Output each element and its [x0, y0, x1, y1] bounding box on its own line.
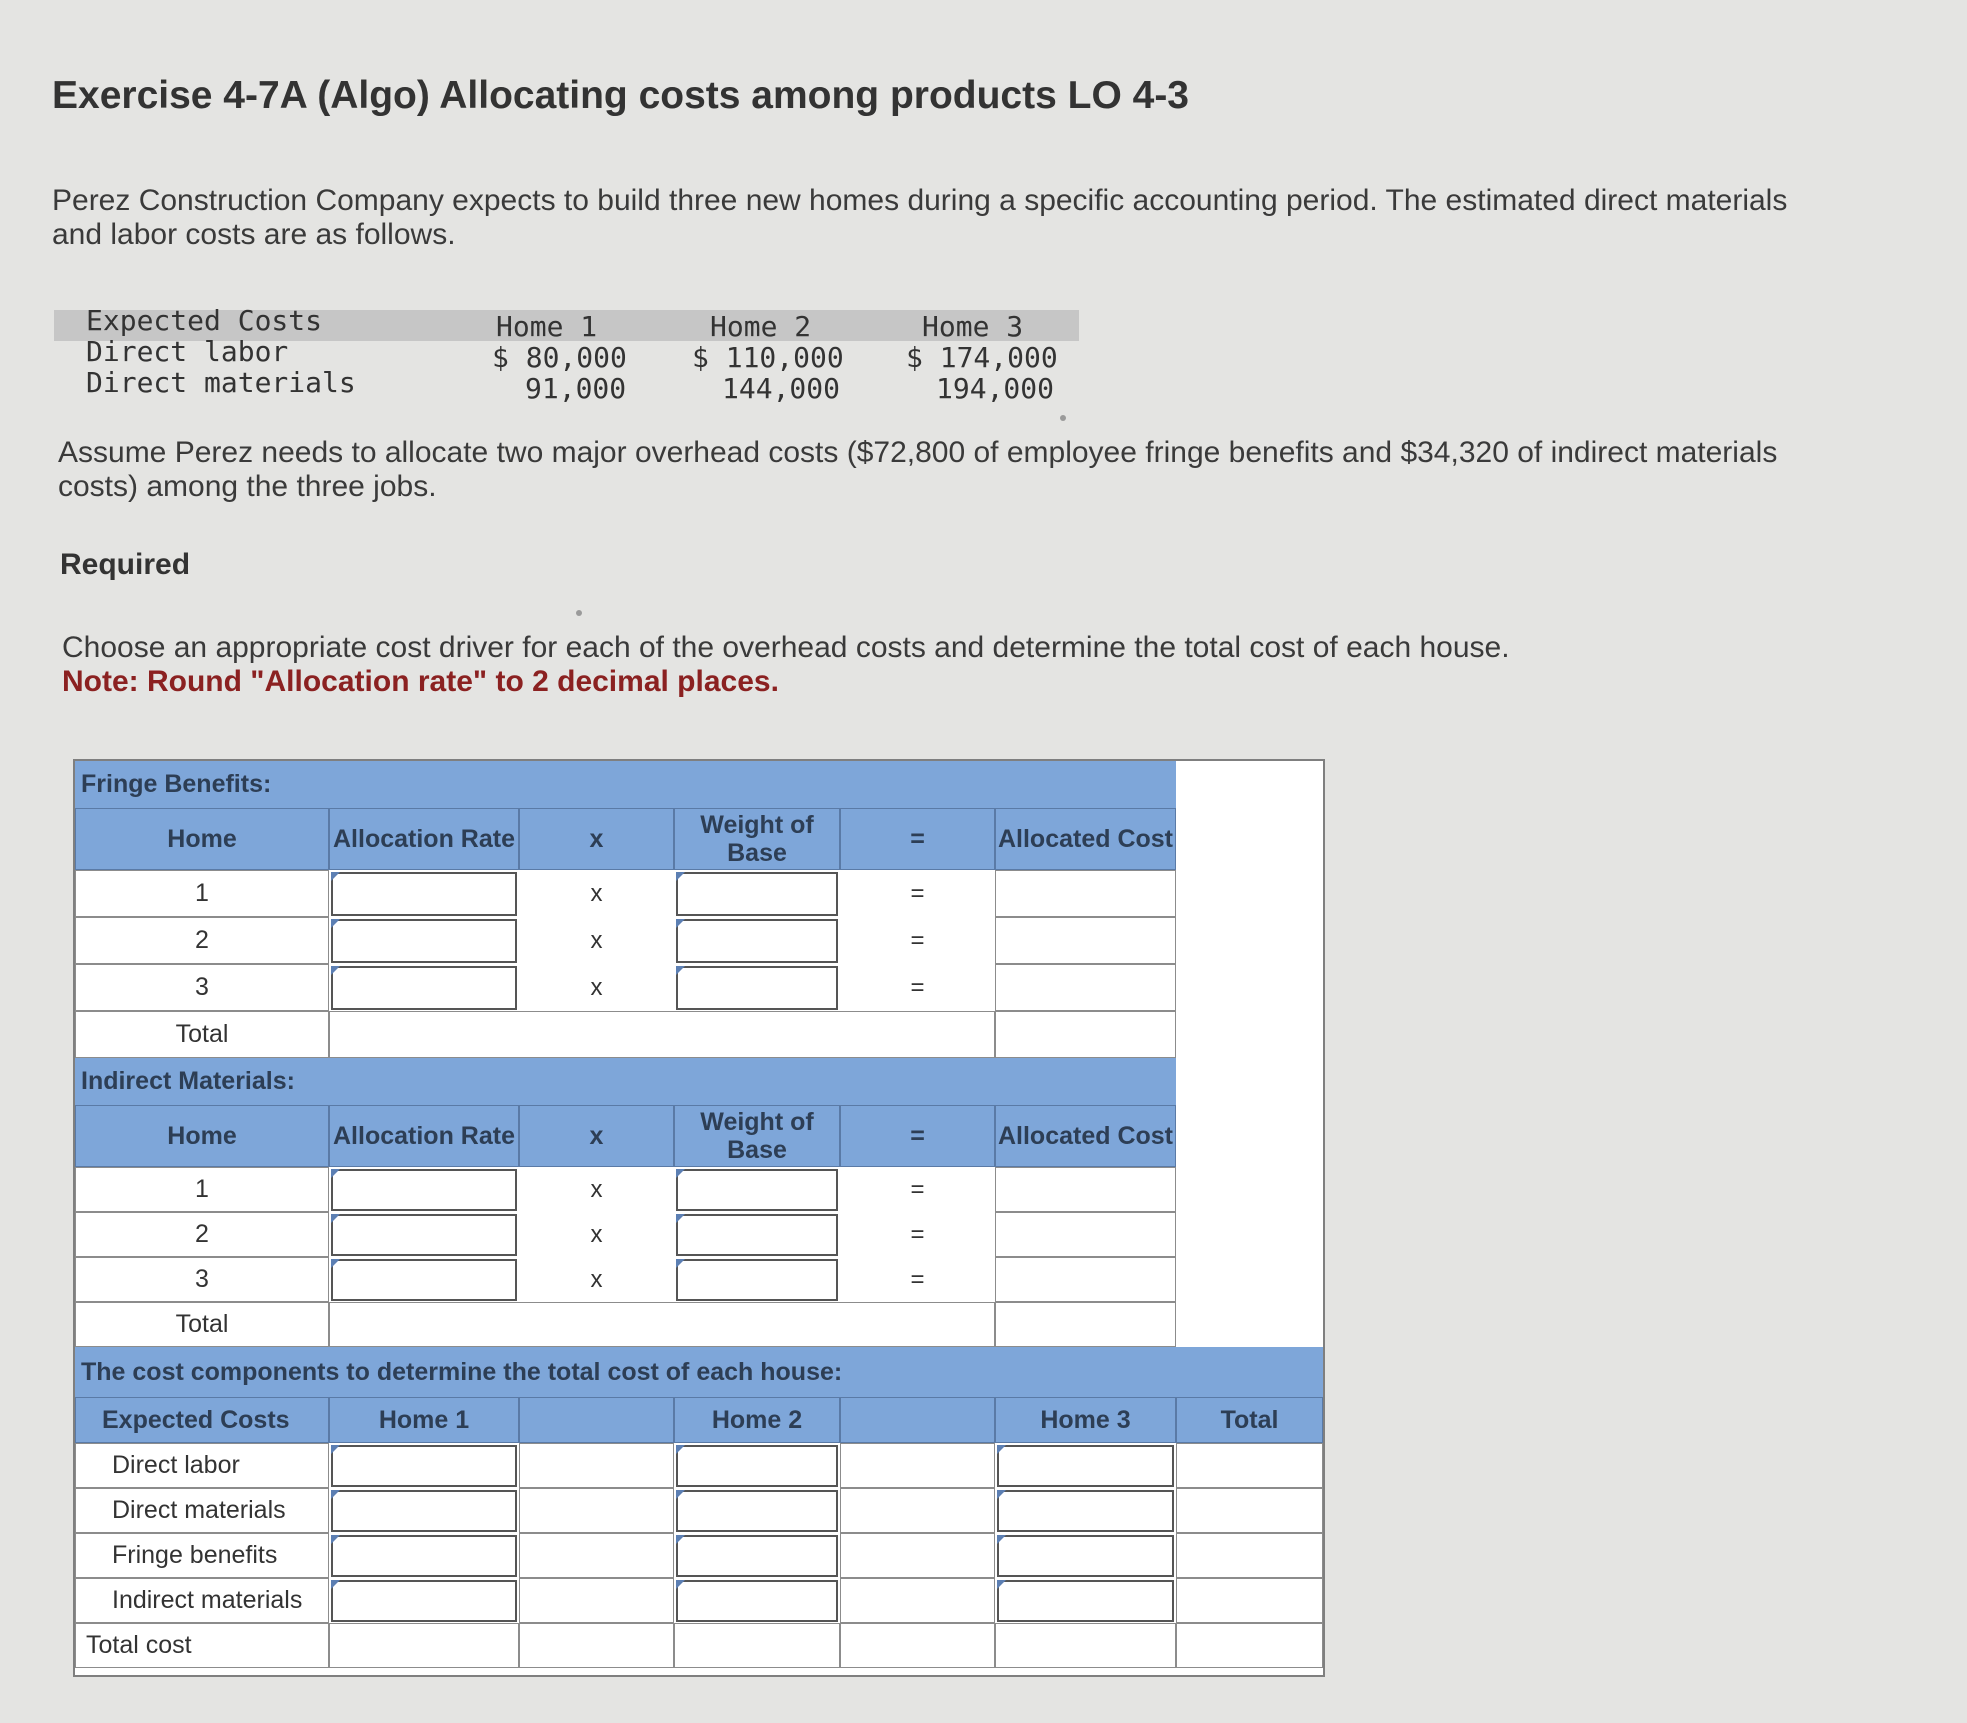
home-1-value: $ 80,000 [492, 341, 627, 374]
direct-materials-home-1-input[interactable] [331, 1490, 517, 1532]
direct-materials-home-2-input[interactable] [676, 1490, 838, 1532]
assumption-text [58, 436, 1938, 504]
times-symbol: x [590, 1221, 603, 1248]
row-label: Direct labor [86, 335, 289, 368]
row-label: Direct materials [86, 366, 356, 399]
component-label-direct-materials: Direct materials [75, 1488, 329, 1533]
expected-costs-header-row [54, 304, 1079, 343]
total-cost-home-1[interactable] [329, 1623, 519, 1668]
component-label-total-cost: Total cost [75, 1623, 329, 1668]
header-home-2: Home 2 [710, 310, 812, 343]
fringe-weight-input-3[interactable] [676, 966, 838, 1010]
fringe-allocation-rate-input-2[interactable] [331, 919, 517, 963]
indirect-section-label: Indirect Materials: [81, 1067, 295, 1095]
indirect-col-equals: = [840, 1105, 995, 1167]
direct-labor-home-1-input[interactable] [331, 1445, 517, 1487]
times-symbol: x [590, 880, 603, 907]
components-col-total: Total [1176, 1397, 1323, 1443]
fringe-allocated-cost-1[interactable] [995, 870, 1176, 917]
direct-materials-home-3-input[interactable] [997, 1490, 1174, 1532]
components-section-label: The cost components to determine the total cost of each house: [81, 1358, 843, 1386]
instruction-line: Choose an appropriate cost driver for each of the overhead costs and determine the total cost of each house. [62, 631, 1510, 664]
equals-symbol: = [910, 927, 925, 954]
indirect-total-blank [329, 1302, 995, 1347]
components-col-home-1: Home 1 [329, 1397, 519, 1443]
indirect-total-label: Total [75, 1302, 329, 1347]
fringe-allocation-rate-input-3[interactable] [331, 966, 517, 1010]
direct-labor-total[interactable] [1176, 1443, 1323, 1488]
indirect-col-times: x [519, 1105, 674, 1167]
component-label-fringe-benefits: Fringe benefits [75, 1533, 329, 1578]
assumption-line-2: costs) among the three jobs. [58, 470, 437, 503]
indirect-materials-total[interactable] [1176, 1578, 1323, 1623]
fringe-allocated-cost-2[interactable] [995, 917, 1176, 964]
header-home-3: Home 3 [922, 310, 1024, 343]
rounding-note: Note: Round "Allocation rate" to 2 decimal places. [62, 665, 779, 698]
required-heading: Required [60, 548, 191, 581]
header-expected-costs: Expected Costs [86, 304, 323, 337]
indirect-home-3: 3 [75, 1257, 329, 1302]
indirect-materials-home-3-input[interactable] [997, 1580, 1174, 1622]
equals-symbol: = [910, 880, 925, 907]
indirect-col-weight-of-base: Weight of Base [674, 1105, 840, 1167]
direct-labor-home-2-input[interactable] [676, 1445, 838, 1487]
fringe-benefits-home-3-input[interactable] [997, 1535, 1174, 1577]
component-label-direct-labor: Direct labor [75, 1443, 329, 1488]
home-3-value: 194,000 [936, 372, 1055, 405]
spacer-cell [840, 1443, 995, 1488]
indirect-total-allocated-cost[interactable] [995, 1302, 1176, 1347]
fringe-col-equals: = [840, 808, 995, 870]
intro-line-1: Perez Construction Company expects to build three new homes during a specific accounting period. The estimated direct materials [52, 184, 1788, 217]
components-col-home-2: Home 2 [674, 1397, 840, 1443]
indirect-weight-input-1[interactable] [676, 1169, 838, 1211]
assumption-line-1: Assume Perez needs to allocate two major overhead costs ($72,800 of employee fringe benefits and $34,320 of indirect materials [58, 436, 1778, 469]
home-2-value: 144,000 [722, 372, 841, 405]
page-title: Exercise 4-7A (Algo) Allocating costs among products LO 4-3 [52, 74, 1189, 117]
spacer-cell [840, 1578, 995, 1623]
equals-symbol: = [910, 1221, 925, 1248]
total-cost-home-2[interactable] [674, 1623, 840, 1668]
indirect-col-home: Home [75, 1105, 329, 1167]
fringe-home-3: 3 [75, 964, 329, 1011]
times-symbol: x [590, 974, 603, 1001]
indirect-allocated-cost-1[interactable] [995, 1167, 1176, 1212]
indirect-home-2: 2 [75, 1212, 329, 1257]
fringe-total-label: Total [75, 1011, 329, 1058]
intro-text [52, 184, 1942, 252]
fringe-col-allocated-cost: Allocated Cost [995, 808, 1176, 870]
home-3-value: $ 174,000 [906, 341, 1058, 374]
fringe-benefits-home-1-input[interactable] [331, 1535, 517, 1577]
speck [1060, 415, 1066, 421]
spacer-cell [519, 1578, 674, 1623]
indirect-materials-home-2-input[interactable] [676, 1580, 838, 1622]
fringe-weight-input-2[interactable] [676, 919, 838, 963]
indirect-col-allocation-rate: Allocation Rate [329, 1105, 519, 1167]
fringe-weight-input-1[interactable] [676, 872, 838, 916]
indirect-materials-home-1-input[interactable] [331, 1580, 517, 1622]
fringe-allocation-rate-input-1[interactable] [331, 872, 517, 916]
times-symbol: x [590, 927, 603, 954]
fringe-home-2: 2 [75, 917, 329, 964]
intro-line-2: and labor costs are as follows. [52, 218, 456, 251]
fringe-benefits-home-2-input[interactable] [676, 1535, 838, 1577]
indirect-home-1: 1 [75, 1167, 329, 1212]
spacer-cell [519, 1443, 674, 1488]
total-cost-home-3[interactable] [995, 1623, 1176, 1668]
spacer-cell [840, 1533, 995, 1578]
home-1-value: 91,000 [525, 372, 627, 405]
indirect-allocated-cost-2[interactable] [995, 1212, 1176, 1257]
indirect-allocation-rate-input-3[interactable] [331, 1259, 517, 1301]
speck [576, 610, 582, 616]
home-2-value: $ 110,000 [692, 341, 844, 374]
spacer-cell [840, 1623, 995, 1668]
fringe-col-home: Home [75, 808, 329, 870]
expected-costs-row-direct-labor [54, 335, 1079, 374]
instruction-text [62, 631, 1942, 699]
fringe-col-weight-of-base: Weight of Base [674, 808, 840, 870]
indirect-weight-input-3[interactable] [676, 1259, 838, 1301]
spacer-cell [519, 1533, 674, 1578]
fringe-total-allocated-cost[interactable] [995, 1011, 1176, 1058]
allocation-worksheet [73, 759, 1325, 1677]
indirect-allocation-rate-input-1[interactable] [331, 1169, 517, 1211]
indirect-allocated-cost-3[interactable] [995, 1257, 1176, 1302]
fringe-col-allocation-rate: Allocation Rate [329, 808, 519, 870]
total-cost-grand-total[interactable] [1176, 1623, 1323, 1668]
fringe-allocated-cost-3[interactable] [995, 964, 1176, 1011]
spacer-cell [840, 1488, 995, 1533]
fringe-benefits-total[interactable] [1176, 1533, 1323, 1578]
fringe-section-label: Fringe Benefits: [81, 770, 272, 798]
component-label-indirect-materials: Indirect materials [75, 1578, 329, 1623]
spacer-cell [519, 1488, 674, 1533]
fringe-home-1: 1 [75, 870, 329, 917]
fringe-total-blank [329, 1011, 995, 1058]
components-col-spacer-2 [840, 1397, 995, 1443]
indirect-allocation-rate-input-2[interactable] [331, 1214, 517, 1256]
equals-symbol: = [910, 1176, 925, 1203]
direct-materials-total[interactable] [1176, 1488, 1323, 1533]
direct-labor-home-3-input[interactable] [997, 1445, 1174, 1487]
spacer-cell [519, 1623, 674, 1668]
times-symbol: x [590, 1176, 603, 1203]
equals-symbol: = [910, 1266, 925, 1293]
header-home-1: Home 1 [496, 310, 598, 343]
indirect-col-allocated-cost: Allocated Cost [995, 1105, 1176, 1167]
indirect-weight-input-2[interactable] [676, 1214, 838, 1256]
components-col-home-3: Home 3 [995, 1397, 1176, 1443]
components-col-spacer-1 [519, 1397, 674, 1443]
expected-costs-row-direct-materials [54, 366, 1079, 405]
times-symbol: x [590, 1266, 603, 1293]
fringe-col-times: x [519, 808, 674, 870]
equals-symbol: = [910, 974, 925, 1001]
components-col-expected-costs: Expected Costs [75, 1397, 329, 1443]
